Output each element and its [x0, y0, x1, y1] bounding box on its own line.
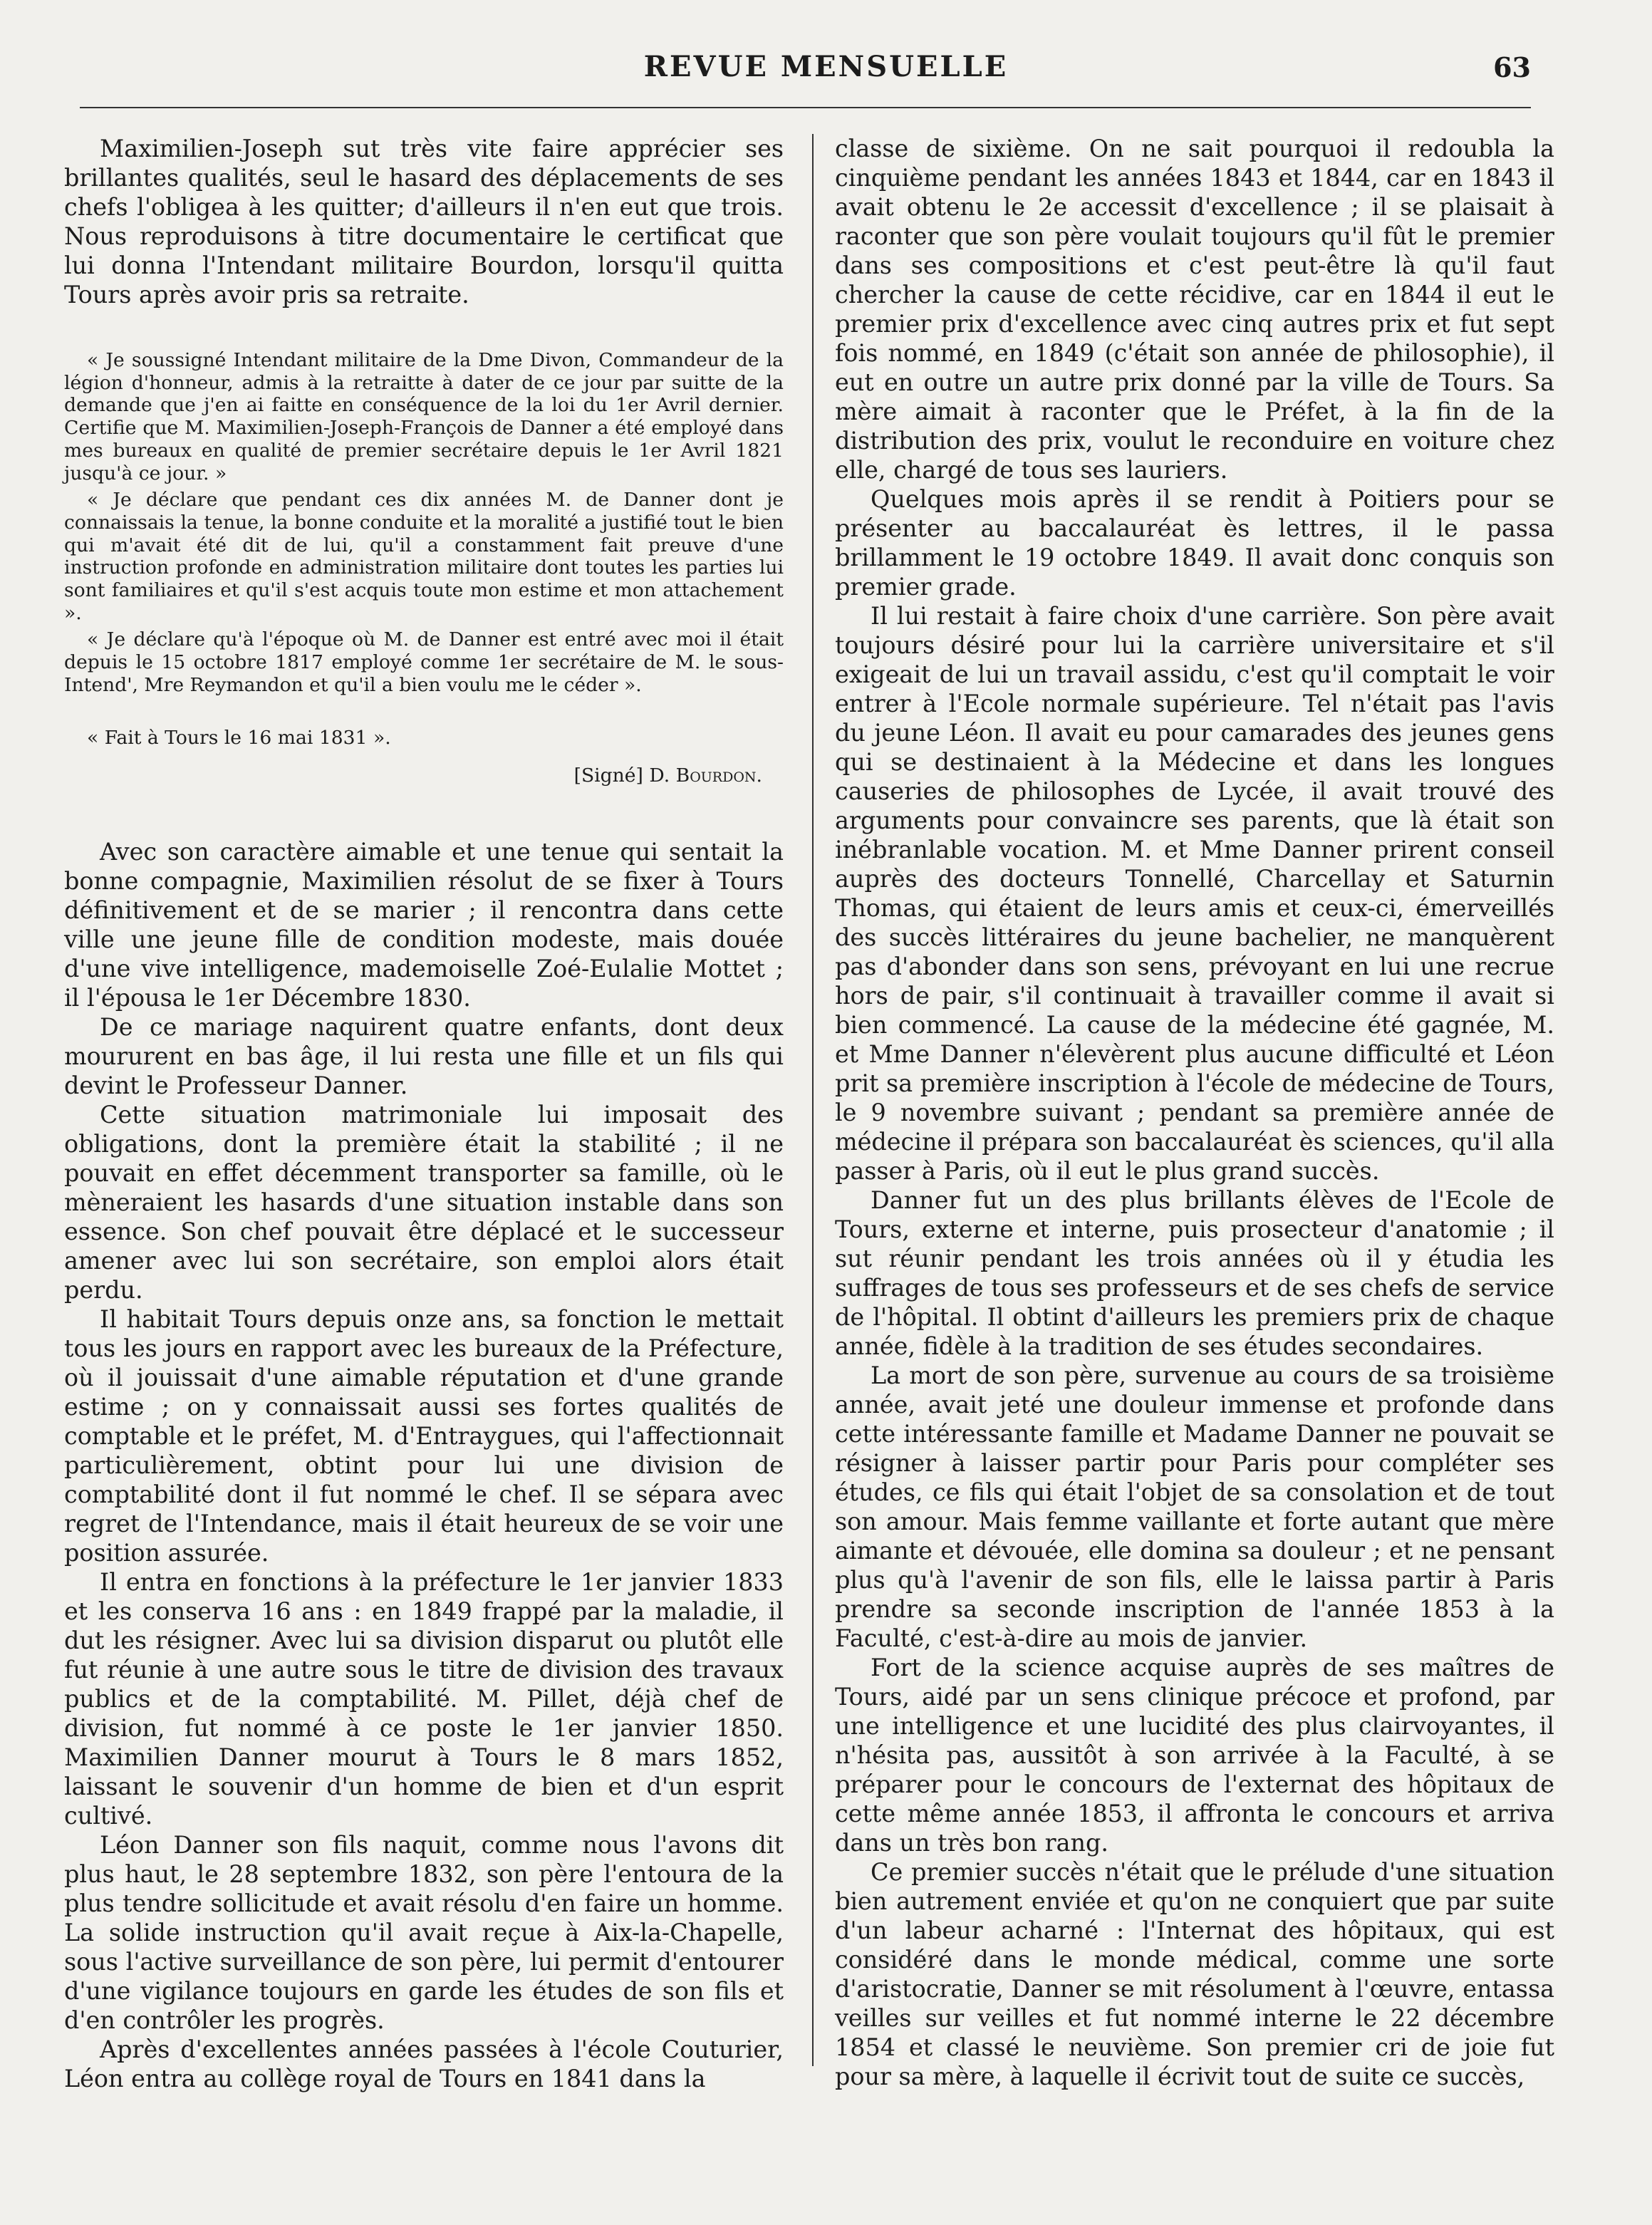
- paragraph: Il lui restait à faire choix d'une carrière. Son père avait toujours désiré pour lui la carrière universitaire et s'il exigeait de lui un travail assidu, c'est qu'il comptait le voir entrer à l'Ecole normale supérieure. Tel n'était pas l'avis du jeune Léon. Il avait eu pour camarades des jeunes gens qui se destinaient à la Médecine et dans les longues causeries de philosophes de Lycée, il avait trouvé des arguments pour convaincre ses parents, que là était son inébranlable vocation. M. et Mme Danner prirent conseil auprès des docteurs Tonnellé, Charcellay et Saturnin Thomas, qui étaient de leurs amis et ceux-ci, émerveillés des succès littéraires du jeune bachelier, ne manquèrent pas d'abonder dans son sens, prévoyant en lui une recrue hors de pair, s'il continuait à travailler comme il avait si bien commencé. La cause de la médecine été gagnée, M. et Mme Danner n'élevèrent plus aucune difficulté et Léon prit sa première inscription à l'école de médecine de Tours, le 9 novembre suivant ; pendant sa première année de médecine il prépara son baccalauréat ès sciences, qu'il alla passer à Paris, où il eut le plus grand succès.: [835, 602, 1554, 1185]
- quote-paragraph: « Je déclare que pendant ces dix années M. de Danner dont je connaissais la tenue, la bonne conduite et la moralité a justifié tout le bien qui m'avait été dit de lui, qu'il a constamment fait preuve d'une instruction profonde en administration militaire dont toutes les parties lui sont familiaires et qu'il s'est acquis toute mon estime et mon attachement ».: [64, 489, 784, 624]
- paragraph: Danner fut un des plus brillants élèves de l'Ecole de Tours, externe et interne, puis prosecteur d'anatomie ; il sut réunir pendant les trois années où il y étudia les suffrages de tous ses professeurs et de ses chefs de service de l'hôpital. Il obtint d'ailleurs les premiers prix de chaque année, fidèle à la tradition de ses études secondaires.: [835, 1186, 1554, 1360]
- paragraph: Ce premier succès n'était que le prélude d'une situation bien autrement enviée et qu'on ne conquiert que par suite d'un labeur acharné : l'Internat des hôpitaux, qui est considéré dans le monde médical, comme une sorte d'aristocratie, Danner se mit résolument à l'œuvre, entassa veilles sur veilles et fut nommé interne le 22 décembre 1854 et classé le neuvième. Son premier cri de joie fut pour sa mère, à laquelle il écrivit tout de suite ce succès,: [835, 1858, 1554, 2090]
- quote-paragraph: « Je soussigné Intendant militaire de la Dme Divon, Commandeur de la légion d'honneur, admis à la retraitte à dater de ce jour par suitte de la demande que j'en ai faitte en conséquence de la loi du 1er Avril dernier. Certifie que M. Maximilien-Joseph-François de Danner a été employé dans mes bureaux en qualité de premier secrétaire depuis le 1er Avril 1821 jusqu'à ce jour. »: [64, 349, 784, 484]
- signature-name: Bourdon.: [675, 764, 762, 787]
- paragraph: Il habitait Tours depuis onze ans, sa fonction le mettait tous les jours en rapport avec les bureaux de la Préfecture, où il jouissait d'une aimable réputation et d'une grande estime ; on y connaissait aussi ses fortes qualités de comptable et le préfet, M. d'Entraygues, qui l'affectionnait particulièrement, obtint pour lui une division de comptabilité dont il fut nommé le chef. Il se sépara avec regret de l'Intendance, mais il était heureux de se voir une position assurée.: [64, 1305, 784, 1567]
- page-number: 63: [1493, 51, 1531, 83]
- paragraph: Avec son caractère aimable et une tenue qui sentait la bonne compagnie, Maximilien résolut de se fixer à Tours définitivement et de se marier ; il rencontra dans cette ville une jeune fille de condition modeste, mais douée d'une vive intelligence, mademoiselle Zoé-Eulalie Mottet ; il l'épousa le 1er Décembre 1830.: [64, 837, 784, 1012]
- quote-paragraph: « Je déclare qu'à l'époque où M. de Danner est entré avec moi il était depuis le 15 octobre 1817 employé comme 1er secrétaire de M. le sous-Intend', Mre Reymandon et qu'il a bien voulu me le céder ».: [64, 628, 784, 696]
- left-column: [64, 134, 784, 2093]
- paragraph: Il entra en fonctions à la préfecture le 1er janvier 1833 et les conserva 16 ans : en 1849 frappé par la maladie, il dut les résigner. Avec lui sa division disparut ou plutôt elle fut réunie à une autre sous le titre de division des travaux publics et de la comptabilité. M. Pillet, déjà chef de division, fut nommé à ce poste le 1er janvier 1850. Maximilien Danner mourut à Tours le 8 mars 1852, laissant le souvenir d'un homme de bien et d'un esprit cultivé.: [64, 1567, 784, 1830]
- paragraph: classe de sixième. On ne sait pourquoi il redoubla la cinquième pendant les années 1843 et 1844, car en 1843 il avait obtenu le 2e accessit d'excellence ; il se plaisait à raconter que son père voulait toujours qu'il fût le premier dans ses compositions et c'est peut-être là qu'il faut chercher la cause de cette récidive, car en 1844 il eut le premier prix d'excellence avec cinq autres prix et fut sept fois nommé, en 1849 (c'était son année de philosophie), il eut en outre un autre prix donné par la ville de Tours. Sa mère aimait à raconter que le Préfet, à la fin de la distribution des prix, voulut le reconduire en voiture chez elle, chargé de tous ses lauriers.: [835, 135, 1554, 484]
- column-rule: [812, 134, 814, 2066]
- right-column: [835, 134, 1554, 2091]
- certificate-quote: [64, 349, 784, 787]
- paragraph: Maximilien-Joseph sut très vite faire apprécier ses brillantes qualités, seul le hasard des déplacements de ses chefs l'obligea à les quitter; d'ailleurs il n'en eut que trois. Nous reproduisons à titre documentaire le certificat que lui donna l'Intendant militaire Bourdon, lorsqu'il quitta Tours après avoir pris sa retraite.: [64, 135, 784, 308]
- signature-prefix: [Signé] D.: [573, 764, 676, 787]
- paragraph: Après d'excellentes années passées à l'école Couturier, Léon entra au collège royal de Tours en 1841 dans la: [64, 2035, 784, 2092]
- paragraph: Fort de la science acquise auprès de ses maîtres de Tours, aidé par un sens clinique précoce et profond, par une intelligence et une lucidité des plus clairvoyantes, il n'hésita pas, aussitôt à son arrivée à la Faculté, à se préparer pour le concours de l'externat des hôpitaux de cette même année 1853, il affronta le concours et arriva dans un très bon rang.: [835, 1654, 1554, 1857]
- signature: [64, 764, 784, 787]
- header-rule: [80, 107, 1531, 108]
- paragraph: Quelques mois après il se rendit à Poitiers pour se présenter au baccalauréat ès lettres, il le passa brillamment le 19 octobre 1849. Il avait donc conquis son premier grade.: [835, 485, 1554, 601]
- quote-date: « Fait à Tours le 16 mai 1831 ».: [87, 726, 391, 749]
- paragraph: Cette situation matrimoniale lui imposait des obligations, dont la première était la stabilité ; il ne pouvait en effet décemment transporter sa famille, où le mèneraient les hasards d'une situation instable dans son essence. Son chef pouvait être déplacé et le successeur amener avec lui son secrétaire, son emploi alors était perdu.: [64, 1100, 784, 1304]
- running-title: REVUE MENSUELLE: [643, 50, 1009, 83]
- paragraph: La mort de son père, survenue au cours de sa troisième année, avait jeté une douleur immense et profonde dans cette intéressante famille et Madame Danner ne pouvait se résigner à laisser partir pour Paris pour compléter ses études, ce fils qui était l'objet de sa consolation et de tout son amour. Mais femme vaillante et forte autant que mère aimante et dévouée, elle domina sa douleur ; et ne pensant plus qu'à l'avenir de son fils, elle le laissa partir à Paris prendre sa seconde inscription de l'année 1853 à la Faculté, c'est-à-dire au mois de janvier.: [835, 1362, 1554, 1652]
- paragraph: Léon Danner son fils naquit, comme nous l'avons dit plus haut, le 28 septembre 1832, son père l'entoura de la plus tendre sollicitude et avait résolu d'en faire un homme. La solide instruction qu'il avait reçue à Aix-la-Chapelle, sous l'active surveillance de son père, lui permit d'entourer d'une vigilance toujours en garde les études de son fils et d'en contrôler les progrès.: [64, 1830, 784, 2034]
- section-gap: [64, 792, 784, 837]
- paragraph: De ce mariage naquirent quatre enfants, dont deux moururent en bas âge, il lui resta une fille et un fils qui devint le Professeur Danner.: [64, 1012, 784, 1099]
